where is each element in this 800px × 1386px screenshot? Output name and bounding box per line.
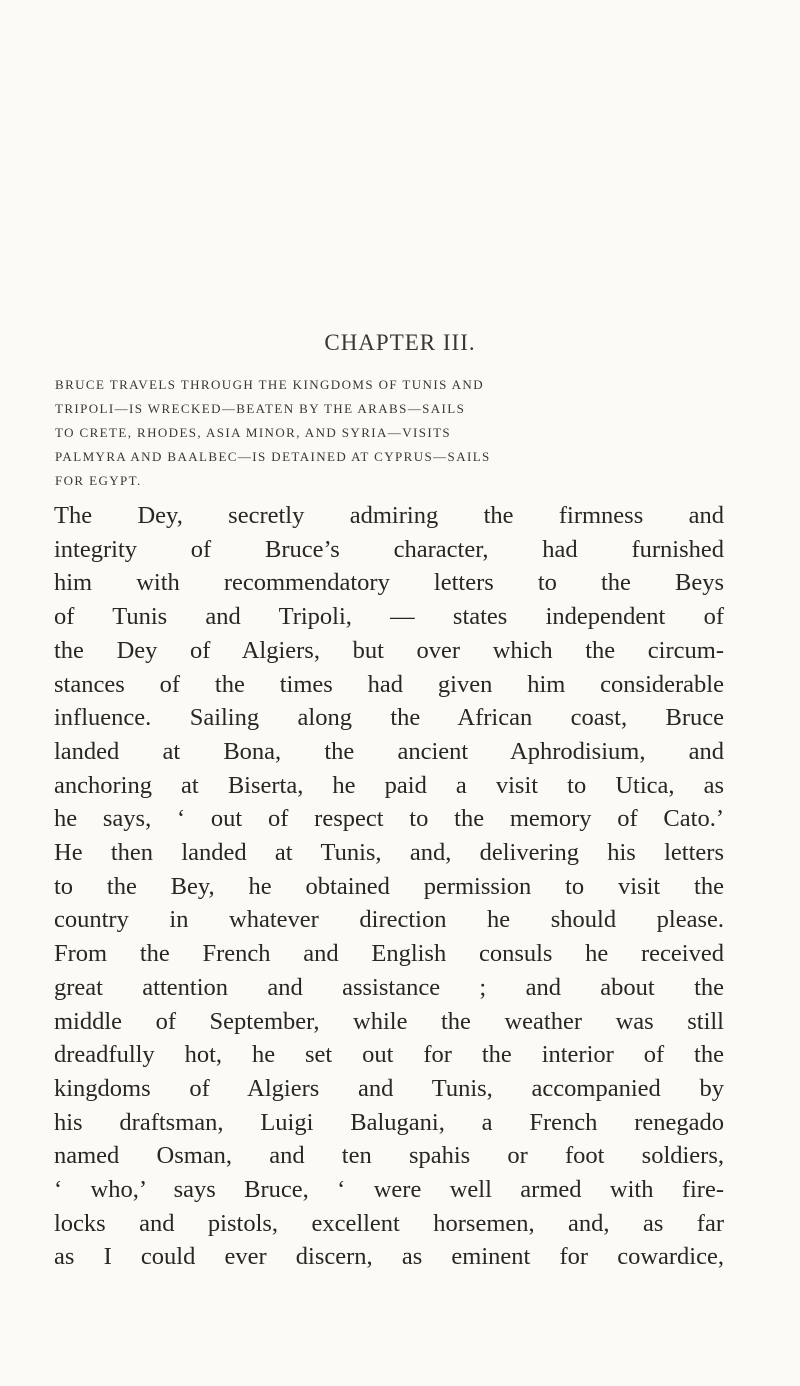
body-line: he says, ‘ out of respect to the memory of Cato.’	[54, 805, 724, 833]
body-line: him with recommendatory letters to the Beys	[54, 569, 724, 597]
body-line: landed at Bona, the ancient Aphrodisium, and	[54, 737, 724, 765]
body-line: to the Bey, he obtained permission to visit the	[54, 872, 724, 900]
body-line: middle of September, while the weather was still	[54, 1007, 724, 1035]
body-line: The Dey, secretly admiring the firmness and	[54, 502, 724, 529]
body-line: named Osman, and ten spahis or foot soldiers,	[54, 1142, 724, 1170]
body-line: the Dey of Algiers, but over which the circum-	[54, 636, 724, 664]
synopsis-line: FOR EGYPT.	[55, 473, 142, 488]
synopsis-line: TO CRETE, RHODES, ASIA MINOR, AND SYRIA—VISITS	[55, 425, 452, 440]
chapter-heading: CHAPTER III.	[324, 330, 476, 355]
body-line: anchoring at Biserta, he paid a visit to Utica, as	[54, 771, 724, 799]
body-line: as I could ever discern, as eminent for cowardice,	[54, 1243, 724, 1271]
body-line: his draftsman, Luigi Balugani, a French renegado	[54, 1108, 724, 1136]
body-line: country in whatever direction he should please.	[54, 906, 724, 934]
body-line: ‘ who,’ says Bruce, ‘ were well armed with fire-	[54, 1176, 724, 1204]
body-line: influence. Sailing along the African coast, Bruce	[54, 704, 724, 732]
body-line: great attention and assistance ; and about the	[54, 973, 724, 1001]
body-paragraph	[54, 499, 724, 1274]
body-line: He then landed at Tunis, and, delivering his letters	[54, 839, 724, 867]
body-line: locks and pistols, excellent horsemen, and, as far	[54, 1209, 724, 1237]
body-line: dreadfully hot, he set out for the interior of the	[54, 1041, 724, 1069]
synopsis-line: PALMYRA AND BAALBEC—IS DETAINED AT CYPRUS—SAILS	[55, 449, 491, 464]
synopsis-line: BRUCE TRAVELS THROUGH THE KINGDOMS OF TUNIS AND	[55, 377, 484, 392]
chapter-synopsis	[55, 373, 715, 493]
body-line: stances of the times had given him considerable	[54, 670, 724, 698]
body-line: of Tunis and Tripoli, — states independent of	[54, 603, 724, 631]
synopsis-line: TRIPOLI—IS WRECKED—BEATEN BY THE ARABS—SAILS	[55, 401, 466, 416]
body-line: kingdoms of Algiers and Tunis, accompanied by	[54, 1074, 724, 1102]
body-line: From the French and English consuls he received	[54, 940, 724, 968]
body-line: integrity of Bruce’s character, had furnished	[54, 535, 724, 563]
